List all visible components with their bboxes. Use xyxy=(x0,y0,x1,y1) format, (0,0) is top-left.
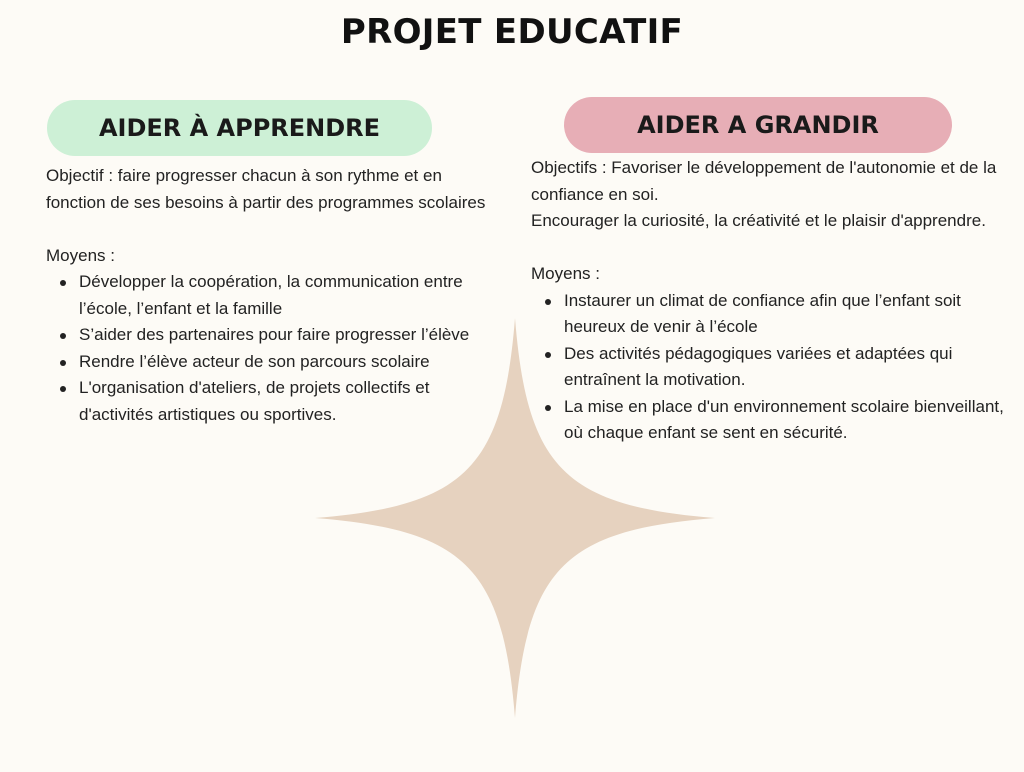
page-title: PROJET EDUCATIF xyxy=(340,12,684,52)
means-list xyxy=(531,288,1024,447)
objective-text: Objectifs : Favoriser le développement de l'autonomie et de la confiance en soi. xyxy=(531,158,997,204)
means-label: Moyens : xyxy=(531,264,600,283)
spacer xyxy=(531,235,1024,262)
list-item: Rendre l’élève acteur de son parcours scolaire xyxy=(46,349,486,376)
list-item: Instaurer un climat de confiance afin que l’enfant soit heureux de venir à l’école xyxy=(531,288,1024,341)
column-learn xyxy=(46,163,486,428)
heading-pill-grow xyxy=(564,97,952,153)
objective-text: Objectif : faire progresser chacun à son rythme et en fonction de ses besoins à partir des programmes scolaires xyxy=(46,166,486,212)
list-item: La mise en place d'un environnement scolaire bienveillant, où chaque enfant se sent en sécurité. xyxy=(531,394,1024,447)
list-item: Des activités pédagogiques variées et adaptées qui entraînent la motivation. xyxy=(531,341,1024,394)
list-item: Développer la coopération, la communication entre l’école, l’enfant et la famille xyxy=(46,269,486,322)
means-label: Moyens : xyxy=(46,245,115,265)
column-grow xyxy=(531,155,1024,447)
heading-pill-learn xyxy=(47,100,432,156)
heading-grow-label: AIDER A GRANDIR xyxy=(637,111,879,139)
spacer xyxy=(46,216,486,243)
heading-learn-label: AIDER À APPRENDRE xyxy=(98,114,381,142)
list-item: L'organisation d'ateliers, de projets collectifs et d'activités artistiques ou sportives. xyxy=(46,375,486,428)
means-list xyxy=(46,269,486,428)
objective-text-2: Encourager la curiosité, la créativité et le plaisir d'apprendre. xyxy=(531,211,986,230)
list-item: S’aider des partenaires pour faire progresser l’élève xyxy=(46,322,486,349)
